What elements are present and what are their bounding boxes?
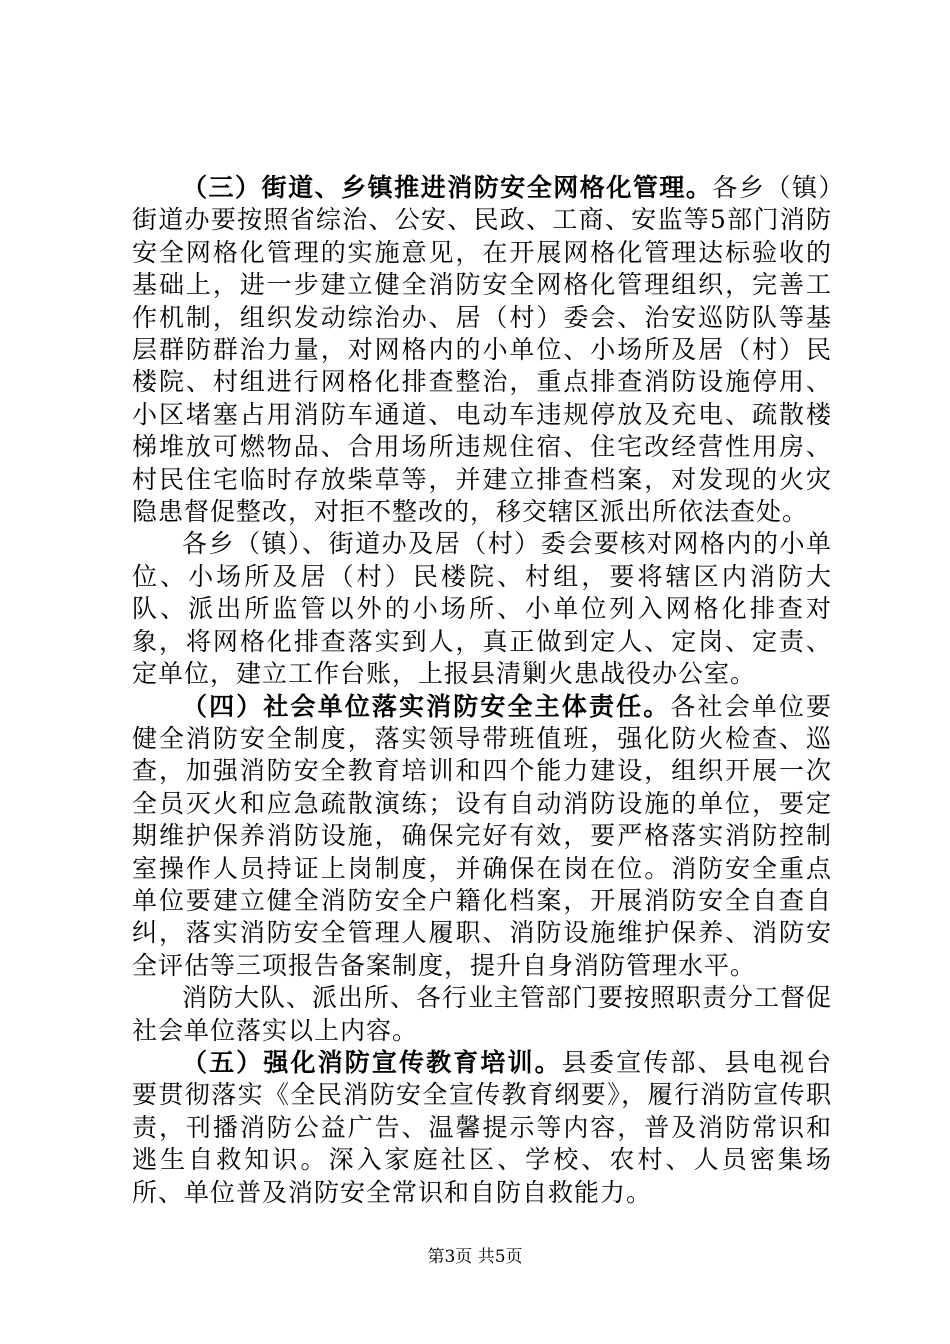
page-number-footer: 第3页 共5页 [427,1247,523,1267]
document-body [132,172,832,1209]
paragraph-section-3-followup [132,528,832,690]
section-4-heading: （四）社会单位落实消防安全主体责任。 [182,691,671,721]
section-4-followup-text: 消防大队、派出所、各行业主管部门要按照职责分工督促社会单位落实以上内容。 [132,983,833,1045]
section-5-text: 县委宣传部、县电视台要贯彻落实《全民消防安全宣传教育纲要》，履行消防宣传职责，刊播消防公益广告、温馨提示等内容，普及消防常识和逃生自救知识。深入家庭社区、学校、农村、人员密集场所、单位普及消防安全常识和自防自救能力。 [132,1047,832,1207]
section-3-text: 各乡（镇）街道办要按照省综治、公安、民政、工商、安监等5部门消防安全网格化管理的实施意见，在开展网格化管理达标验收的基础上，进一步建立健全消防安全网格化管理组织，完善工作机制，组织发动综治办、居（村）委会、治安巡防队等基层群防群治力量，对网格内的小单位、小场所及居（村）民楼院、村组进行网格化排查整治，重点排查消防设施停用、小区堵塞占用消防车通道、电动车违规停放及充电、疏散楼梯堆放可燃物品、合用场所违规住宿、住宅改经营性用房、村民住宅临时存放柴草等，并建立排查档案，对发现的火灾隐患督促整改，对拒不整改的，移交辖区派出所依法查处。 [132,173,832,527]
section-3-followup-text: 各乡（镇）、街道办及居（村）委会要核对网格内的小单位、小场所及居（村）民楼院、村组，要将辖区内消防大队、派出所监管以外的小场所、小单位列入网格化排查对象，将网格化排查落实到人，真正做到定人、定岗、定责、定单位，建立工作台账，上报县清剿火患战役办公室。 [132,529,832,689]
section-4-text: 各社会单位要健全消防安全制度，落实领导带班值班，强化防火检查、巡查，加强消防安全教育培训和四个能力建设，组织开展一次全员灭火和应急疏散演练；设有自动消防设施的单位，要定期维护保养消防设施，确保完好有效，要严格落实消防控制室操作人员持证上岗制度，并确保在岗在位。消防安全重点单位要建立健全消防安全户籍化档案，开展消防安全自查自纠，落实消防安全管理人履职、消防设施维护保养、消防安全评估等三项报告备案制度，提升自身消防管理水平。 [132,691,832,980]
paragraph-section-4 [132,691,832,983]
paragraph-section-5 [132,1047,832,1209]
paragraph-section-3 [132,172,832,528]
section-3-heading: （三）街道、乡镇推进消防安全网格化管理。 [182,173,713,202]
paragraph-section-4-followup [132,982,832,1047]
section-5-heading: （五）强化消防宣传教育培训。 [182,1047,562,1077]
